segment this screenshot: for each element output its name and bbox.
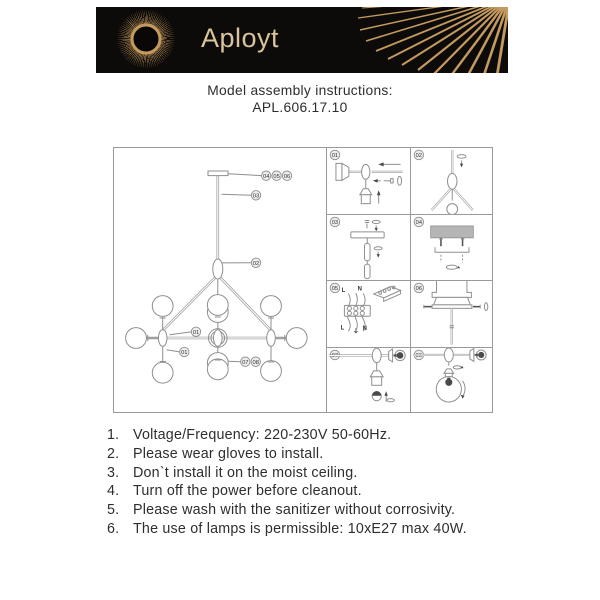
wire-label-neutral-bottom: N xyxy=(362,326,367,333)
brand-banner xyxy=(96,7,508,73)
chandelier-structure xyxy=(126,171,308,383)
wire-label-live-top: L xyxy=(341,288,346,295)
brand-name: Aployt xyxy=(201,22,280,53)
list-item xyxy=(107,464,467,483)
item-number: 2. xyxy=(107,445,120,462)
step-05-wiring-diagram xyxy=(327,281,410,347)
step-number: 07 xyxy=(331,352,339,359)
step-cell-06 xyxy=(410,280,493,347)
callout-04: 04 xyxy=(262,173,270,180)
item-number: 4. xyxy=(107,483,120,500)
item-number: 1. xyxy=(107,427,120,443)
item-text: Don`t install it on the moist ceiling. xyxy=(133,464,358,481)
item-number: 5. xyxy=(107,502,120,519)
steps-grid xyxy=(327,147,493,413)
item-number: 6. xyxy=(107,520,120,537)
ceiling-slab xyxy=(430,226,473,238)
step-cell-01 xyxy=(327,148,410,214)
callout-03: 03 xyxy=(252,193,260,200)
step-03-diagram xyxy=(327,215,410,281)
chandelier-panel xyxy=(113,147,327,413)
callout-08: 08 xyxy=(252,359,259,366)
callout-01b: 01 xyxy=(181,350,188,357)
step-cell-02 xyxy=(410,148,493,214)
step-number: 02 xyxy=(415,153,422,160)
item-text: Please wear gloves to install. xyxy=(133,445,324,462)
step-cell-05 xyxy=(327,280,410,347)
step-04-diagram xyxy=(411,215,493,281)
callout-06: 06 xyxy=(283,173,291,180)
figure-area xyxy=(113,147,493,413)
list-item xyxy=(107,520,467,539)
item-text: Please wash with the sanitizer without corrosivity. xyxy=(133,502,456,519)
page-title: Model assembly instructions: xyxy=(207,83,393,98)
chandelier-diagram xyxy=(114,148,326,412)
step-number: 01 xyxy=(331,153,339,160)
step-02-diagram xyxy=(411,148,493,214)
item-number: 3. xyxy=(107,464,120,481)
callout-01a: 01 xyxy=(192,329,200,336)
step-01-diagram xyxy=(327,148,410,214)
sunburst-logo-icon xyxy=(117,10,175,68)
wire-label-live-bottom: L xyxy=(340,325,345,332)
item-text: Turn off the power before cleanout. xyxy=(133,483,362,500)
step-06-diagram xyxy=(411,281,493,347)
list-item xyxy=(107,482,467,501)
step-cell-03 xyxy=(327,214,410,281)
item-text: Voltage/Frequency: 220-230V 50-60Hz. xyxy=(133,427,392,443)
step-cell-07 xyxy=(327,347,410,414)
step-08-globe-diagram xyxy=(411,348,493,414)
list-item xyxy=(107,426,467,445)
step-cell-04 xyxy=(410,214,493,281)
step-number: 06 xyxy=(415,286,422,293)
list-item xyxy=(107,445,467,464)
step-number: 05 xyxy=(331,286,339,293)
step-07-bulb-diagram xyxy=(327,348,410,414)
rays-decoration-icon xyxy=(358,7,508,73)
item-text: The use of lamps is permissible: 10xE27 max 40W. xyxy=(133,520,467,537)
callout-07: 07 xyxy=(242,359,249,366)
step-cell-08 xyxy=(410,347,493,414)
step-number: 03 xyxy=(331,219,339,226)
step-number: 08 xyxy=(415,352,422,359)
instruction-list xyxy=(107,426,467,539)
wire-label-neutral-top: N xyxy=(357,286,362,293)
model-number: APL.606.17.10 xyxy=(252,100,348,115)
wire-label-ground: ⏚ xyxy=(352,329,359,336)
callout-02: 02 xyxy=(252,260,260,267)
step-number: 04 xyxy=(415,219,422,226)
callout-05: 05 xyxy=(273,173,280,180)
list-item xyxy=(107,501,467,520)
